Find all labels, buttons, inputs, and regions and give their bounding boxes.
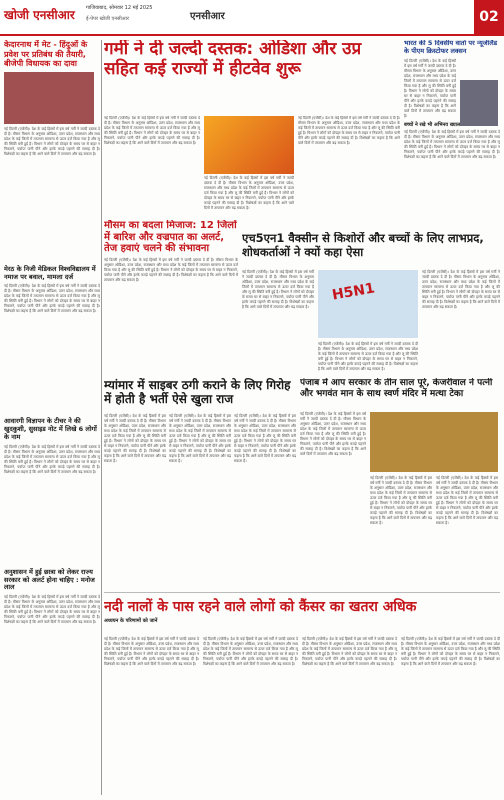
myanmar-story bbox=[104, 378, 298, 588]
right-subhead: बच्चों ने रखे भी अभिनव ख्याल bbox=[404, 121, 461, 128]
masthead bbox=[0, 0, 504, 36]
right-column bbox=[404, 40, 500, 230]
lead-body-col2: नई दिल्ली (एजेंसी)। देश के कई हिस्सों में इस वर्ष गर्मी ने जल्दी दस्तक दे दी है। मौसम विभाग के अनुसार ओडिशा, उत्तर प्रदेश, राजस्थान और मध्य प्रदेश के कई जिलों में तापमान सामान्य से ऊपर दर्ज किया गया है और लू की स्थिति बनी हुई है। विभाग ने लोगों को दोपहर के समय घर से बाहर न निकलने, पर्याप्त पानी पीने और हल्के कपड़े पहनने की सलाह दी है। विशेषज्ञों का कहना है कि आने वाले दिनों में तापमान और बढ़ सकता है। bbox=[204, 176, 294, 210]
left-story2-headline: मेरठ के निजी मेडिकल विश्वविद्यालय में नमाज पर बवाल, मामला दर्ज bbox=[4, 264, 96, 281]
lead-body-col1: नई दिल्ली (एजेंसी)। देश के कई हिस्सों में इस वर्ष गर्मी ने जल्दी दस्तक दे दी है। मौसम विभाग के अनुसार ओडिशा, उत्तर प्रदेश, राजस्थान और मध्य प्रदेश के कई जिलों में तापमान सामान्य से ऊपर दर्ज किया गया है और लू की स्थिति बनी हुई है। विभाग ने लोगों को दोपहर के समय घर से बाहर न निकलने, पर्याप्त पानी पीने और हल्के कपड़े पहनने की सलाह दी है। विशेषज्ञों का कहना है कि आने वाले दिनों में तापमान और बढ़ सकता है। bbox=[104, 116, 200, 145]
bottom-body-col4: नई दिल्ली (एजेंसी)। देश के कई हिस्सों में इस वर्ष गर्मी ने जल्दी दस्तक दे दी है। मौसम विभाग के अनुसार ओडिशा, उत्तर प्रदेश, राजस्थान और मध्य प्रदेश के कई जिलों में तापमान सामान्य से ऊपर दर्ज किया गया है और लू की स्थिति बनी हुई है। विभाग ने लोगों को दोपहर के समय घर से बाहर न निकलने, पर्याप्त पानी पीने और हल्के कपड़े पहनने की सलाह दी है। विशेषज्ञों का कहना है कि आने वाले दिनों में तापमान और बढ़ सकता है। bbox=[401, 637, 500, 666]
leader-photo bbox=[460, 80, 498, 126]
left-story4-body: नई दिल्ली (एजेंसी)। देश के कई हिस्सों में इस वर्ष गर्मी ने जल्दी दस्तक दे दी है। मौसम विभाग के अनुसार ओडिशा, उत्तर प्रदेश, राजस्थान और मध्य प्रदेश के कई जिलों में तापमान सामान्य से ऊपर दर्ज किया गया है और लू की स्थिति बनी हुई है। विभाग ने लोगों को दोपहर के समय घर से बाहर न निकलने, पर्याप्त पानी पीने और हल्के कपड़े पहनने की सलाह दी है। विशेषज्ञों का कहना है कि आने वाले दिनों में तापमान और बढ़ सकता है। bbox=[4, 595, 100, 625]
bottom-story bbox=[104, 592, 500, 796]
sub-line: ई-पेपर खोजी एनसीआर bbox=[86, 16, 129, 22]
h5n1-photo bbox=[318, 270, 418, 338]
heatwave-photo bbox=[204, 116, 294, 174]
h5n1-body-col2: नई दिल्ली (एजेंसी)। देश के कई हिस्सों में इस वर्ष गर्मी ने जल्दी दस्तक दे दी है। मौसम विभाग के अनुसार ओडिशा, उत्तर प्रदेश, राजस्थान और मध्य प्रदेश के कई जिलों में तापमान सामान्य से ऊपर दर्ज किया गया है और लू की स्थिति बनी हुई है। विभाग ने लोगों को दोपहर के समय घर से बाहर न निकलने, पर्याप्त पानी पीने और हल्के कपड़े पहनने की सलाह दी है। विशेषज्ञों का कहना है कि आने वाले दिनों में तापमान और बढ़ सकता है। bbox=[318, 342, 418, 371]
h5n1-body-col1: नई दिल्ली (एजेंसी)। देश के कई हिस्सों में इस वर्ष गर्मी ने जल्दी दस्तक दे दी है। मौसम विभाग के अनुसार ओडिशा, उत्तर प्रदेश, राजस्थान और मध्य प्रदेश के कई जिलों में तापमान सामान्य से ऊपर दर्ज किया गया है और लू की स्थिति बनी हुई है। विभाग ने लोगों को दोपहर के समय घर से बाहर न निकलने, पर्याप्त पानी पीने और हल्के कपड़े पहनने की सलाह दी है। विशेषज्ञों का कहना है कि आने वाले दिनों में तापमान और बढ़ सकता है। bbox=[242, 270, 314, 309]
bottom-body-col2: नई दिल्ली (एजेंसी)। देश के कई हिस्सों में इस वर्ष गर्मी ने जल्दी दस्तक दे दी है। मौसम विभाग के अनुसार ओडिशा, उत्तर प्रदेश, राजस्थान और मध्य प्रदेश के कई जिलों में तापमान सामान्य से ऊपर दर्ज किया गया है और लू की स्थिति बनी हुई है। विभाग ने लोगों को दोपहर के समय घर से बाहर न निकलने, पर्याप्त पानी पीने और हल्के कपड़े पहनने की सलाह दी है। विशेषज्ञों का कहना है कि आने वाले दिनों में तापमान और बढ़ सकता है। bbox=[203, 637, 298, 666]
date-line: गाजियाबाद, सोमवार 12 मई 2025 bbox=[86, 5, 153, 11]
left-column bbox=[4, 40, 100, 796]
left-story3-body: नई दिल्ली (एजेंसी)। देश के कई हिस्सों में इस वर्ष गर्मी ने जल्दी दस्तक दे दी है। मौसम विभाग के अनुसार ओडिशा, उत्तर प्रदेश, राजस्थान और मध्य प्रदेश के कई जिलों में तापमान सामान्य से ऊपर दर्ज किया गया है और लू की स्थिति बनी हुई है। विभाग ने लोगों को दोपहर के समय घर से बाहर न निकलने, पर्याप्त पानी पीने और हल्के कपड़े पहनने की सलाह दी है। विशेषज्ञों का कहना है कि आने वाले दिनों में तापमान और बढ़ सकता है। bbox=[4, 444, 100, 474]
bottom-body-col1: नई दिल्ली (एजेंसी)। देश के कई हिस्सों में इस वर्ष गर्मी ने जल्दी दस्तक दे दी है। मौसम विभाग के अनुसार ओडिशा, उत्तर प्रदेश, राजस्थान और मध्य प्रदेश के कई जिलों में तापमान सामान्य से ऊपर दर्ज किया गया है और लू की स्थिति बनी हुई है। विभाग ने लोगों को दोपहर के समय घर से बाहर न निकलने, पर्याप्त पानी पीने और हल्के कपड़े पहनने की सलाह दी है। विशेषज्ञों का कहना है कि आने वाले दिनों में तापमान और बढ़ सकता है। bbox=[104, 637, 199, 666]
right-body-2: नई दिल्ली (एजेंसी)। देश के कई हिस्सों में इस वर्ष गर्मी ने जल्दी दस्तक दे दी है। मौसम विभाग के अनुसार ओडिशा, उत्तर प्रदेश, राजस्थान और मध्य प्रदेश के कई जिलों में तापमान सामान्य से ऊपर दर्ज किया गया है और लू की स्थिति बनी हुई है। विभाग ने लोगों को दोपहर के समय घर से बाहर न निकलने, पर्याप्त पानी पीने और हल्के कपड़े पहनने की सलाह दी है। विशेषज्ञों का कहना है कि आने वाले दिनों में तापमान और बढ़ सकता है। bbox=[404, 129, 500, 159]
h5n1-body-col3: नई दिल्ली (एजेंसी)। देश के कई हिस्सों में इस वर्ष गर्मी ने जल्दी दस्तक दे दी है। मौसम विभाग के अनुसार ओडिशा, उत्तर प्रदेश, राजस्थान और मध्य प्रदेश के कई जिलों में तापमान सामान्य से ऊपर दर्ज किया गया है और लू की स्थिति बनी हुई है। विभाग ने लोगों को दोपहर के समय घर से बाहर न निकलने, पर्याप्त पानी पीने और हल्के कपड़े पहनने की सलाह दी है। विशेषज्ञों का कहना है कि आने वाले दिनों में तापमान और बढ़ सकता है। bbox=[422, 270, 500, 309]
bottom-body-col3: नई दिल्ली (एजेंसी)। देश के कई हिस्सों में इस वर्ष गर्मी ने जल्दी दस्तक दे दी है। मौसम विभाग के अनुसार ओडिशा, उत्तर प्रदेश, राजस्थान और मध्य प्रदेश के कई जिलों में तापमान सामान्य से ऊपर दर्ज किया गया है और लू की स्थिति बनी हुई है। विभाग ने लोगों को दोपहर के समय घर से बाहर न निकलने, पर्याप्त पानी पीने और हल्के कपड़े पहनने की सलाह दी है। विशेषज्ञों का कहना है कि आने वाले दिनों में तापमान और बढ़ सकता है। bbox=[302, 637, 397, 666]
left-story2-body: नई दिल्ली (एजेंसी)। देश के कई हिस्सों में इस वर्ष गर्मी ने जल्दी दस्तक दे दी है। मौसम विभाग के अनुसार ओडिशा, उत्तर प्रदेश, राजस्थान और मध्य प्रदेश के कई जिलों में तापमान सामान्य से ऊपर दर्ज किया गया है और लू की स्थिति बनी हुई है। विभाग ने लोगों को दोपहर के समय घर से बाहर न निकलने, पर्याप्त पानी पीने और हल्के कपड़े पहनने की सलाह दी है। विशेषज्ञों का कहना है कि आने वाले दिनों में तापमान और बढ़ सकता है। bbox=[4, 284, 100, 314]
lead-body-block bbox=[104, 116, 400, 216]
punjab-body-col1: नई दिल्ली (एजेंसी)। देश के कई हिस्सों में इस वर्ष गर्मी ने जल्दी दस्तक दे दी है। मौसम विभाग के अनुसार ओडिशा, उत्तर प्रदेश, राजस्थान और मध्य प्रदेश के कई जिलों में तापमान सामान्य से ऊपर दर्ज किया गया है और लू की स्थिति बनी हुई है। विभाग ने लोगों को दोपहर के समय घर से बाहर न निकलने, पर्याप्त पानी पीने और हल्के कपड़े पहनने की सलाह दी है। विशेषज्ञों का कहना है कि आने वाले दिनों में तापमान और बढ़ सकता है। bbox=[300, 412, 366, 456]
punjab-headline: पंजाब में आप सरकार के तीन साल पूरे, केजरीवाल ने पत्नी और भगवंत मान के साथ स्वर्ण मंदिर में मत्था टेका bbox=[300, 378, 493, 399]
weather-body: नई दिल्ली (एजेंसी)। देश के कई हिस्सों में इस वर्ष गर्मी ने जल्दी दस्तक दे दी है। मौसम विभाग के अनुसार ओडिशा, उत्तर प्रदेश, राजस्थान और मध्य प्रदेश के कई जिलों में तापमान सामान्य से ऊपर दर्ज किया गया है और लू की स्थिति बनी हुई है। विभाग ने लोगों को दोपहर के समय घर से बाहर न निकलने, पर्याप्त पानी पीने और हल्के कपड़े पहनने की सलाह दी है। विशेषज्ञों का कहना है कि आने वाले दिनों में तापमान और बढ़ सकता है। bbox=[104, 257, 238, 282]
left-story3-headline: आवारगी विज्ञापन के टीचर ने की खुदकुशी, सुसाइड नोट में लिखे 6 लोगों के नाम bbox=[4, 417, 97, 441]
politician-photo bbox=[4, 72, 94, 124]
bottom-headline: नदी नालों के पास रहने वाले लोगों को कैंसर का खतरा अधिक bbox=[104, 599, 417, 615]
left-story4-headline: अनुशासन में हुई छात्रा को लेकर राज्य सरकार को अलर्ट होना चाहिए : मनोज लाल bbox=[4, 567, 95, 592]
left-story1-headline: केदारनाथ में मेट - हिंदुओं के प्रवेश पर प्रतिबंध की तैयारी, बीजेपी विधायक का दावा bbox=[4, 40, 88, 69]
column-divider bbox=[101, 40, 102, 795]
punjab-story bbox=[300, 378, 500, 588]
lead-body-col3: नई दिल्ली (एजेंसी)। देश के कई हिस्सों में इस वर्ष गर्मी ने जल्दी दस्तक दे दी है। मौसम विभाग के अनुसार ओडिशा, उत्तर प्रदेश, राजस्थान और मध्य प्रदेश के कई जिलों में तापमान सामान्य से ऊपर दर्ज किया गया है और लू की स्थिति बनी हुई है। विभाग ने लोगों को दोपहर के समय घर से बाहर न निकलने, पर्याप्त पानी पीने और हल्के कपड़े पहनने की सलाह दी है। विशेषज्ञों का कहना है कि आने वाले दिनों में तापमान और बढ़ सकता है। bbox=[298, 116, 400, 145]
page-number: 02 bbox=[474, 0, 504, 34]
weather-headline: मौसम का बदला मिजाज: 12 जिलों में बारिश और वज्रपात का अलर्ट, तेज हवाएं चलने की संभावना bbox=[104, 220, 237, 254]
punjab-body-col3: नई दिल्ली (एजेंसी)। देश के कई हिस्सों में इस वर्ष गर्मी ने जल्दी दस्तक दे दी है। मौसम विभाग के अनुसार ओडिशा, उत्तर प्रदेश, राजस्थान और मध्य प्रदेश के कई जिलों में तापमान सामान्य से ऊपर दर्ज किया गया है और लू की स्थिति बनी हुई है। विभाग ने लोगों को दोपहर के समय घर से बाहर न निकलने, पर्याप्त पानी पीने और हल्के कपड़े पहनने की सलाह दी है। विशेषज्ञों का कहना है कि आने वाले दिनों में तापमान और बढ़ सकता है। bbox=[436, 476, 498, 525]
right-body-1: नई दिल्ली (एजेंसी)। देश के कई हिस्सों में इस वर्ष गर्मी ने जल्दी दस्तक दे दी है। मौसम विभाग के अनुसार ओडिशा, उत्तर प्रदेश, राजस्थान और मध्य प्रदेश के कई जिलों में तापमान सामान्य से ऊपर दर्ज किया गया है और लू की स्थिति बनी हुई है। विभाग ने लोगों को दोपहर के समय घर से बाहर न निकलने, पर्याप्त पानी पीने और हल्के कपड़े पहनने की सलाह दी है। विशेषज्ञों का कहना है कि आने वाले दिनों में तापमान और बढ़ सकता है। bbox=[404, 58, 456, 118]
brand-logo: खोजी एनसीआर bbox=[4, 8, 75, 22]
punjab-photo bbox=[370, 412, 498, 472]
lead-story bbox=[104, 40, 400, 112]
h5n1-label: H5N1 bbox=[330, 280, 376, 304]
left-story1-body: नई दिल्ली (एजेंसी)। देश के कई हिस्सों में इस वर्ष गर्मी ने जल्दी दस्तक दे दी है। मौसम विभाग के अनुसार ओडिशा, उत्तर प्रदेश, राजस्थान और मध्य प्रदेश के कई जिलों में तापमान सामान्य से ऊपर दर्ज किया गया है और लू की स्थिति बनी हुई है। विभाग ने लोगों को दोपहर के समय घर से बाहर न निकलने, पर्याप्त पानी पीने और हल्के कपड़े पहनने की सलाह दी है। विशेषज्ञों का कहना है कि आने वाले दिनों में तापमान और बढ़ सकता है। bbox=[4, 126, 100, 156]
punjab-body-col2: नई दिल्ली (एजेंसी)। देश के कई हिस्सों में इस वर्ष गर्मी ने जल्दी दस्तक दे दी है। मौसम विभाग के अनुसार ओडिशा, उत्तर प्रदेश, राजस्थान और मध्य प्रदेश के कई जिलों में तापमान सामान्य से ऊपर दर्ज किया गया है और लू की स्थिति बनी हुई है। विभाग ने लोगों को दोपहर के समय घर से बाहर न निकलने, पर्याप्त पानी पीने और हल्के कपड़े पहनने की सलाह दी है। विशेषज्ञों का कहना है कि आने वाले दिनों में तापमान और बढ़ सकता है। bbox=[370, 476, 432, 525]
bottom-subhead: अध्ययन के परिणामों को जानें bbox=[104, 618, 158, 625]
myanmar-body-col3: नई दिल्ली (एजेंसी)। देश के कई हिस्सों में इस वर्ष गर्मी ने जल्दी दस्तक दे दी है। मौसम विभाग के अनुसार ओडिशा, उत्तर प्रदेश, राजस्थान और मध्य प्रदेश के कई जिलों में तापमान सामान्य से ऊपर दर्ज किया गया है और लू की स्थिति बनी हुई है। विभाग ने लोगों को दोपहर के समय घर से बाहर न निकलने, पर्याप्त पानी पीने और हल्के कपड़े पहनने की सलाह दी है। विशेषज्ञों का कहना है कि आने वाले दिनों में तापमान और बढ़ सकता है। bbox=[234, 414, 296, 463]
lead-headline: गर्मी ने दी जल्दी दस्तक: ओडिशा और उप्र सहित कई राज्यों में हीटवेव शुरू bbox=[104, 40, 362, 79]
myanmar-headline: म्यांमार में साइबर ठगी कराने के लिए गिरोह में होती है भर्ती ऐसे खुला राज bbox=[104, 378, 291, 407]
section-title: एनसीआर bbox=[190, 11, 225, 22]
right-headline: भारत की 5 दिवसीय वार्ता पर न्यूजीलैंड के पीएम क्रिस्टोफर लक्सन bbox=[404, 40, 498, 55]
myanmar-body-col1: नई दिल्ली (एजेंसी)। देश के कई हिस्सों में इस वर्ष गर्मी ने जल्दी दस्तक दे दी है। मौसम विभाग के अनुसार ओडिशा, उत्तर प्रदेश, राजस्थान और मध्य प्रदेश के कई जिलों में तापमान सामान्य से ऊपर दर्ज किया गया है और लू की स्थिति बनी हुई है। विभाग ने लोगों को दोपहर के समय घर से बाहर न निकलने, पर्याप्त पानी पीने और हल्के कपड़े पहनने की सलाह दी है। विशेषज्ञों का कहना है कि आने वाले दिनों में तापमान और बढ़ सकता है। bbox=[104, 414, 166, 463]
h5n1-headline: एच5एन1 वैक्सीन से किशोरों और बच्चों के लिए लाभप्रद, शोधकर्ताओं ने क्यों कहा ऐसा bbox=[242, 232, 484, 259]
myanmar-body-col2: नई दिल्ली (एजेंसी)। देश के कई हिस्सों में इस वर्ष गर्मी ने जल्दी दस्तक दे दी है। मौसम विभाग के अनुसार ओडिशा, उत्तर प्रदेश, राजस्थान और मध्य प्रदेश के कई जिलों में तापमान सामान्य से ऊपर दर्ज किया गया है और लू की स्थिति बनी हुई है। विभाग ने लोगों को दोपहर के समय घर से बाहर न निकलने, पर्याप्त पानी पीने और हल्के कपड़े पहनने की सलाह दी है। विशेषज्ञों का कहना है कि आने वाले दिनों में तापमान और बढ़ सकता है। bbox=[169, 414, 231, 463]
